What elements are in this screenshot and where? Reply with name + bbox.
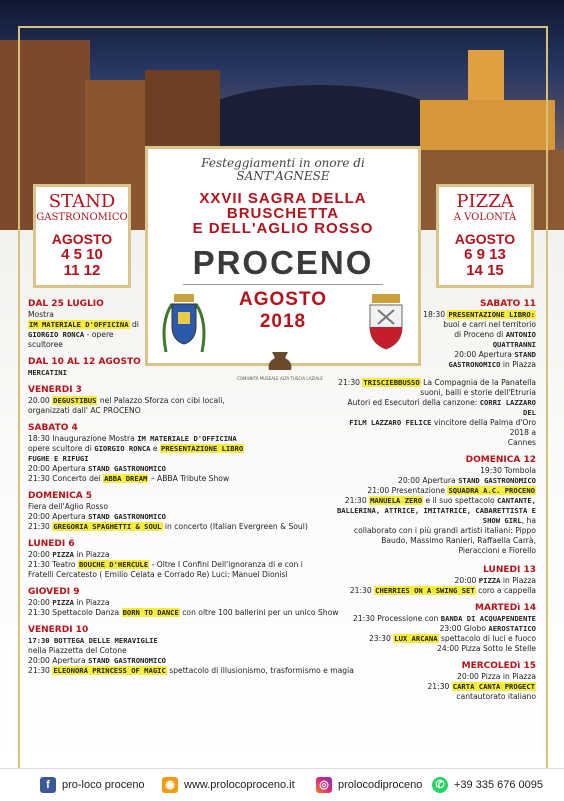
event-text: in Piazza [500, 360, 536, 369]
day-heading: SABATO 11 [479, 299, 536, 309]
event-line [332, 466, 536, 476]
program-day [28, 422, 363, 484]
event-text: , ha [521, 516, 536, 525]
event-text: spettacolo di luci e fuoco [438, 634, 536, 643]
event-title-1: XXVII SAGRA DELLA [199, 190, 367, 207]
stand-subtitle: GASTRONOMICO [36, 212, 128, 223]
event-highlight: SQUADRA A.C. PROCENO [448, 486, 535, 495]
event-name: IM MATERIALE D'OFFICINA [137, 434, 237, 443]
program-day [28, 298, 363, 350]
program-day [332, 660, 536, 702]
program-day [332, 378, 536, 448]
event-text: opere scultore di [28, 444, 95, 453]
event-name: STAND GASTRONOMICO [88, 656, 166, 665]
day-heading: DAL 25 LUGLIO [28, 299, 104, 309]
event-text: Fiera dell'Aglio Rosso [28, 502, 109, 511]
event-line [332, 486, 536, 496]
stand-title: STAND [48, 191, 116, 212]
event-line [28, 320, 363, 330]
pizza-box [436, 184, 534, 288]
event-line [332, 614, 536, 624]
event-text: 23:30 [368, 634, 394, 643]
event-line [28, 656, 363, 666]
whatsapp-label: +39 335 676 0095 [454, 779, 544, 791]
event-text: cantautorato italiano [456, 692, 536, 701]
intro-line-2: SANT'AGNESE [236, 169, 330, 183]
event-text: 20:00 Apertura [28, 464, 89, 473]
event-line [28, 502, 363, 512]
event-line [28, 570, 363, 580]
event-name: CANTANTE, [497, 496, 536, 505]
event-line [28, 598, 363, 608]
event-text: 20:00 Apertura [454, 350, 515, 359]
town-name: PROCENO [192, 244, 374, 281]
event-text: Mostra [28, 310, 54, 319]
event-line [332, 624, 536, 634]
event-highlight: BOUCHE D'HERCULE [78, 560, 149, 569]
event-line [332, 672, 536, 682]
event-line [28, 646, 363, 656]
event-text: 21:30 Spettacolo Danza [28, 608, 122, 617]
event-name: BALLERINA, ATTRICE, IMITATRICE, CABARETTISTA E SHOW GIRL [336, 506, 536, 525]
event-text: 21:30 [338, 378, 363, 387]
event-name: STAND [514, 350, 536, 359]
event-text: 20:00 Apertura [28, 656, 89, 665]
event-line [28, 330, 363, 340]
event-line [332, 692, 536, 702]
event-name: GASTRONOMICO [448, 360, 501, 369]
event-line [332, 576, 536, 586]
event-text: 20.00 [28, 396, 53, 405]
event-text: coro a cappella [475, 586, 536, 595]
day-heading: MARTEDì 14 [475, 603, 536, 613]
event-text: buoi e carri nel territorio [443, 320, 536, 329]
day-heading: DOMENICA 12 [465, 455, 536, 465]
event-line [28, 406, 363, 416]
event-line [332, 340, 536, 350]
event-line [28, 474, 363, 484]
program-day [332, 602, 536, 654]
event-name: STAND GASTRONOMICO [458, 476, 536, 485]
event-text: scultoree [28, 340, 63, 349]
pizza-days-2: 14 15 [466, 262, 504, 279]
event-text: in Piazza [500, 576, 536, 585]
event-line [28, 560, 363, 570]
event-text: in Piazza [73, 598, 110, 607]
event-line [332, 634, 536, 644]
event-title-2: BRUSCHETTA [226, 205, 340, 222]
event-line [332, 586, 536, 596]
whatsapp-icon: ✆ [432, 777, 448, 793]
event-text: 21:30 [28, 522, 53, 531]
event-text: 21:30 Teatro [28, 560, 78, 569]
event-text: in concerto (Italian Evergreen & Soul) [162, 522, 308, 531]
event-name: STAND GASTRONOMICO [88, 464, 166, 473]
pizza-title: PIZZA [456, 191, 514, 212]
program-day [28, 490, 363, 532]
event-name: GIORGIO RONCA [28, 330, 85, 339]
intro-line-1: Festeggiamenti in onore di [201, 156, 365, 170]
event-line [28, 522, 363, 532]
event-text: 23:00 Globo [439, 624, 489, 633]
event-text: La Compagnia de la Panatella [420, 378, 536, 387]
program-right-column [332, 298, 536, 708]
website-link[interactable] [162, 777, 295, 793]
event-highlight: ABBA DREAM [104, 474, 148, 483]
event-month: AGOSTO [239, 289, 327, 310]
facebook-link[interactable] [40, 777, 145, 793]
event-highlight: ELEONORA PRINCESS OF MAGIC [53, 666, 166, 675]
instagram-link[interactable] [316, 777, 422, 793]
event-line [28, 340, 363, 350]
event-text: Cannes [507, 438, 536, 447]
event-text: suoni, balli e storie dell'Etruria [420, 388, 536, 397]
event-text: 20:00 Apertura [28, 512, 89, 521]
event-highlight: PRESENTAZIONE LIBRO [161, 444, 244, 453]
event-line [332, 388, 536, 398]
event-text: e il suo spettacolo [423, 496, 498, 505]
event-name: QUATTRANNI [492, 340, 536, 349]
event-text: nel Palazzo Sforza con cibi locali, [97, 396, 225, 405]
day-heading: DOMENICA 5 [28, 491, 93, 501]
event-text: e [150, 444, 161, 453]
event-highlight: BORN TO DANCE [122, 608, 179, 617]
event-line [28, 464, 363, 474]
event-highlight: MANUELA ZERO [370, 496, 423, 505]
event-text: nella Piazzetta del Cotone [28, 646, 127, 655]
event-text: 21:30 [344, 496, 370, 505]
program-day [332, 298, 536, 370]
event-name: ANTONIO [505, 330, 536, 339]
event-text: con oltre 100 ballerini per un unico Show [179, 608, 339, 617]
event-text: 21:30 Processione con [352, 614, 441, 623]
event-text: 20:00 Apertura [398, 476, 459, 485]
divider [183, 284, 383, 285]
day-heading: VENERDI 3 [28, 385, 82, 395]
event-line [28, 454, 363, 464]
program-day [28, 624, 363, 676]
event-name: GIORGIO RONCA [94, 444, 151, 453]
event-name: PIZZA [52, 550, 74, 559]
event-text: - opere [84, 330, 114, 339]
event-text: 21:30 Concerto dei [28, 474, 104, 483]
event-text: organizzati dall' AC PROCENO [28, 406, 141, 415]
event-text: 20:00 [28, 598, 53, 607]
event-line [332, 546, 536, 556]
event-line [332, 536, 536, 546]
event-line [332, 320, 536, 330]
event-text: - Oltre I Confini Dell'ignoranza di e con i [149, 560, 303, 569]
event-highlight: PRESENTAZIONE LIBRO: [448, 310, 535, 319]
facebook-label: pro-loco proceno [62, 779, 145, 791]
event-name: FUGHE E RIFUGI [28, 454, 89, 463]
event-line [332, 330, 536, 340]
pizza-subtitle: A VOLONTÀ [453, 212, 517, 223]
footer-bar [0, 768, 564, 801]
event-name: PIZZA [478, 576, 501, 585]
event-line [332, 644, 536, 654]
event-line [332, 310, 536, 320]
event-text: 20:00 [28, 550, 53, 559]
event-text: 21:30 [28, 666, 53, 675]
program-day [28, 538, 363, 580]
event-highlight: IM MATERIALE D'OFFICINA [29, 320, 129, 329]
event-text: collaborato con i più grandi artisti italiani: Pippo [353, 526, 536, 535]
stand-box [33, 184, 131, 288]
pizza-days-1: 6 9 13 [464, 246, 506, 263]
event-text: Autori ed Esecutori della canzone: [347, 398, 480, 407]
event-line [332, 496, 536, 506]
event-line [332, 360, 536, 370]
event-line [332, 378, 536, 388]
event-text: 21:00 Presentazione [367, 486, 448, 495]
event-line [332, 418, 536, 438]
stand-days-1: 4 5 10 [61, 246, 103, 263]
event-text: di Proceno di [454, 330, 506, 339]
event-text: vincitore della Palma d'Oro 2018 a [431, 418, 536, 437]
event-text: spettacolo di illusionismo, trasformismo e magia [166, 666, 354, 675]
museum-logo-text: COMUNITÀ MUSEALE ALTA TUSCIA LAZIALE [237, 376, 323, 381]
event-name: FILM LAZZARO FELICE [349, 418, 432, 427]
stand-days-2: 11 12 [63, 262, 101, 279]
event-line [28, 434, 363, 444]
program-left-column [28, 298, 363, 682]
rss-icon: ◉ [162, 777, 178, 793]
event-line [28, 512, 363, 522]
event-line [332, 350, 536, 360]
event-name: AEROSTATICO [488, 624, 536, 633]
event-highlight: GREGORIA SPAGHETTI & SOUL [53, 522, 162, 531]
day-heading: MERCOLEDì 15 [461, 661, 536, 671]
event-text: 18:30 [423, 310, 448, 319]
event-text: 21:30 [427, 682, 452, 691]
event-line [332, 526, 536, 536]
program-day [332, 564, 536, 596]
pizza-month: AGOSTO [454, 231, 516, 247]
event-line [332, 682, 536, 692]
event-text: – ABBA Tribute Show [148, 474, 230, 483]
facebook-icon: f [40, 777, 56, 793]
event-line [28, 636, 363, 646]
website-label: www.prolocoproceno.it [184, 779, 295, 791]
event-highlight: DEGUSTIBUS [53, 396, 97, 405]
program-day [28, 356, 363, 378]
event-name: STAND GASTRONOMICO [88, 512, 166, 521]
event-line [28, 310, 363, 320]
event-text: 20:00 Pizza in Piazza [457, 672, 536, 681]
event-text: Pieraccioni e Fiorello [458, 546, 536, 555]
event-text: di [129, 320, 139, 329]
day-heading: DAL 10 AL 12 AGOSTO [28, 357, 141, 367]
stand-month: AGOSTO [51, 231, 113, 247]
event-text: Fratelli Cercatesto ( Emilio Celata e Corrado Re) Luci: Manuel Dionisi [28, 570, 288, 579]
event-line [28, 550, 363, 560]
program-day [332, 454, 536, 556]
day-heading: SABATO 4 [28, 423, 78, 433]
event-title-3: E DELL'AGLIO ROSSO [192, 220, 374, 237]
day-heading: LUNEDI 6 [28, 539, 75, 549]
event-name: 17:30 BOTTEGA DELLE MERAVIGLIE [28, 636, 158, 645]
day-heading: LUNEDI 13 [483, 565, 536, 575]
event-line [332, 476, 536, 486]
event-highlight: LUX ARCANA [394, 634, 438, 643]
event-line [28, 396, 363, 406]
event-line [28, 608, 363, 618]
event-name: PIZZA [52, 598, 74, 607]
event-line [332, 438, 536, 448]
event-line [332, 506, 536, 526]
whatsapp-link[interactable] [432, 777, 543, 793]
day-heading: GIOVEDI 9 [28, 587, 80, 597]
event-line [28, 444, 363, 454]
event-text: 18:30 Inaugurazione Mostra [28, 434, 138, 443]
event-name: CORRI LAZZARO DEL [479, 398, 536, 417]
event-text: 21:30 [349, 586, 375, 595]
event-text: 19:30 Tombola [480, 466, 536, 475]
event-line [332, 398, 536, 418]
event-highlight: CHERRIES ON A SWING SET [375, 586, 475, 595]
event-line [28, 368, 363, 378]
program-day [28, 586, 363, 618]
day-heading: VENERDI 10 [28, 625, 89, 635]
event-highlight: TRISCIEBBUSSO [363, 378, 420, 387]
event-text: in Piazza [73, 550, 110, 559]
event-name: MERCATINI [28, 368, 67, 377]
program-day [28, 384, 363, 416]
event-year: 2018 [259, 311, 307, 332]
event-highlight: CARTA CANTA PROGECT [452, 682, 535, 691]
event-text: 20:00 [454, 576, 479, 585]
instagram-icon: ◎ [316, 777, 332, 793]
event-text: 24:00 Pizza Sotto le Stelle [437, 644, 536, 653]
instagram-label: prolocodiproceno [338, 779, 423, 791]
event-text: Baudo, Massimo Ranieri, Raffaella Carrà, [381, 536, 536, 545]
event-name: BANDA DI ACQUAPENDENTE [440, 614, 536, 623]
event-line [28, 666, 363, 676]
